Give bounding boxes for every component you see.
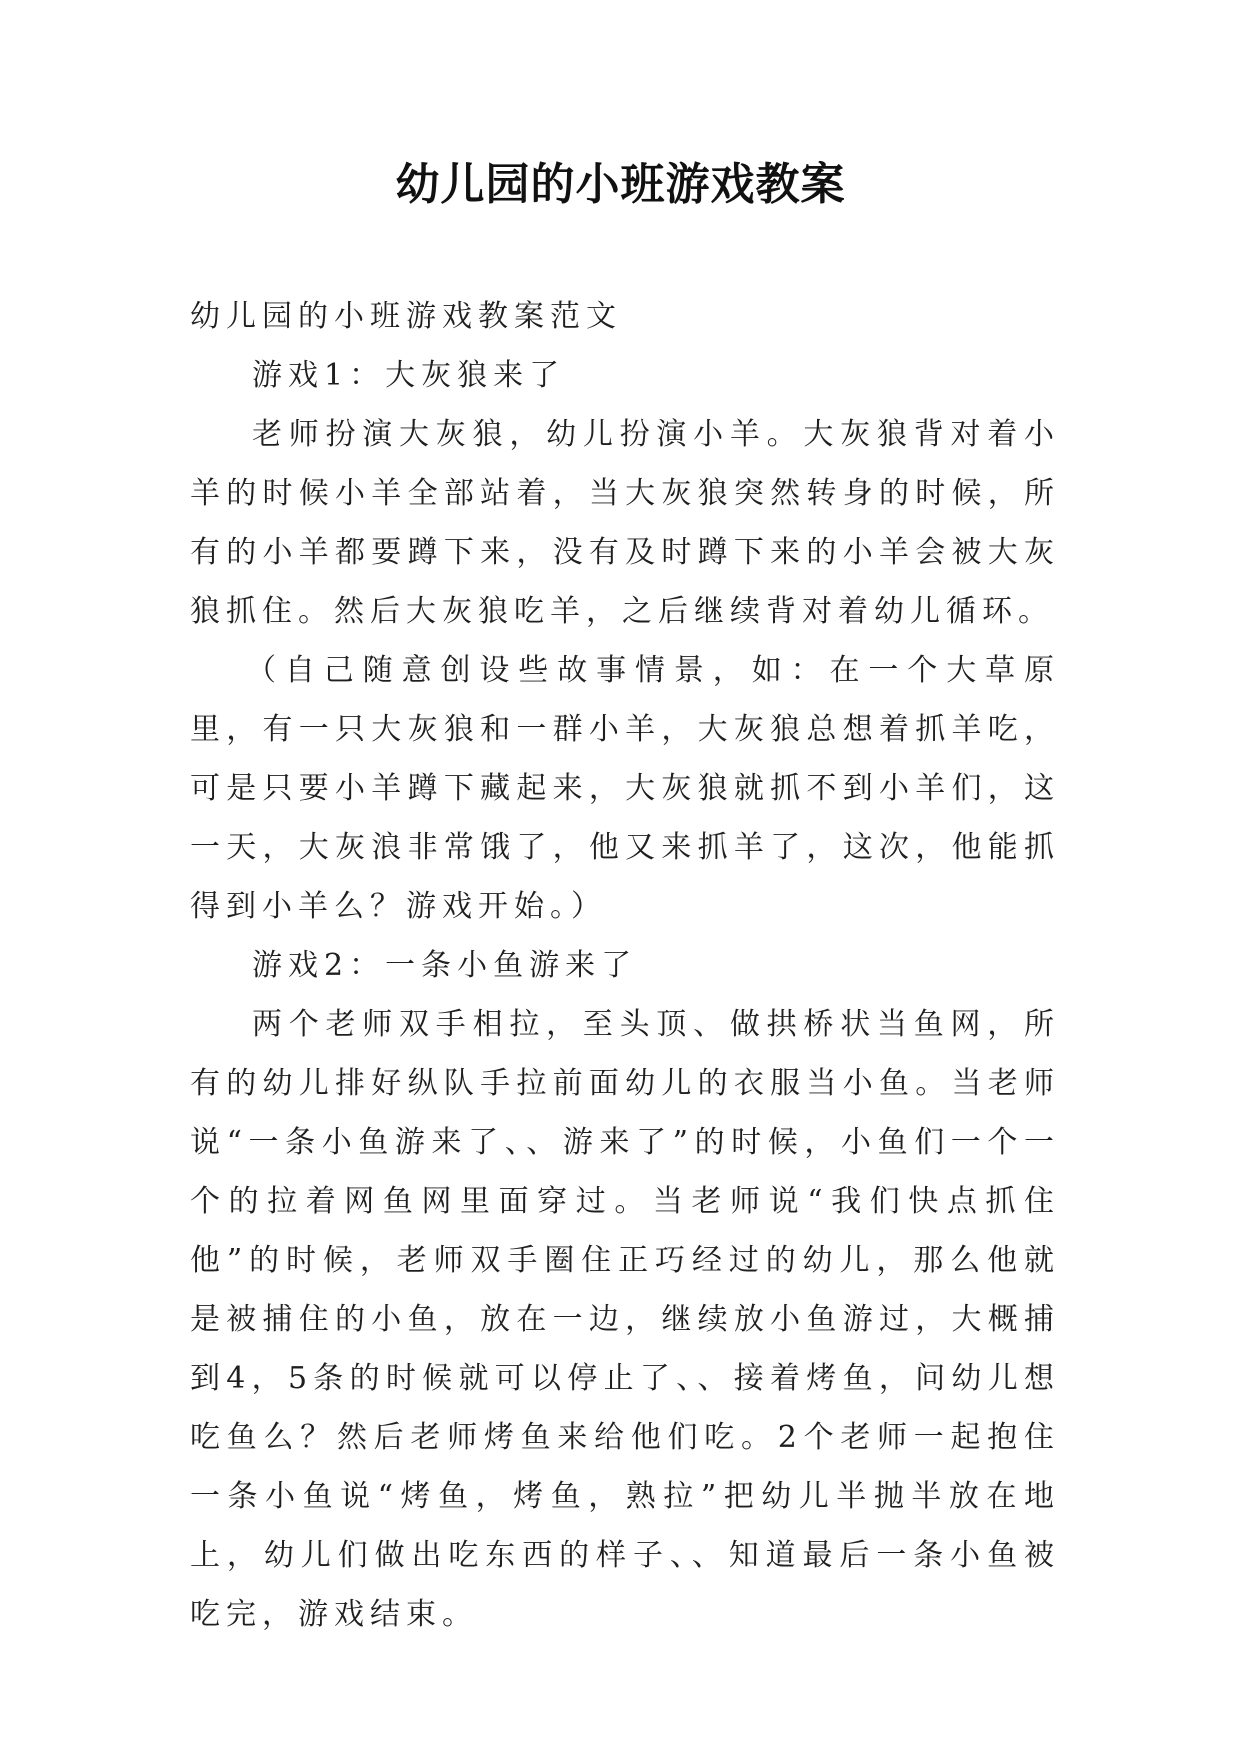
game-1-story-note: （自己随意创设些故事情景，如：在一个大草原里，有一只大灰狼和一群小羊，大灰狼总想着抓羊吃，可是只要小羊蹲下藏起来，大灰狼就抓不到小羊们，这一天，大灰浪非常饿了，他又来抓羊了，这次，他能抓得到小羊么？游戏开始。） bbox=[190, 653, 1060, 924]
game-1-heading: 游戏1：大灰狼来了 bbox=[252, 358, 566, 393]
game-2-heading: 游戏2：一条小鱼游来了 bbox=[252, 948, 638, 983]
subtitle-paragraph: 幼儿园的小班游戏教案范文 bbox=[190, 299, 622, 334]
document-body bbox=[190, 287, 1060, 1644]
document-title: 幼儿园的小班游戏教案 bbox=[395, 159, 846, 210]
game-1-description: 老师扮演大灰狼，幼儿扮演小羊。大灰狼背对着小羊的时候小羊全部站着，当大灰狼突然转身的时候，所有的小羊都要蹲下来，没有及时蹲下来的小羊会被大灰狼抓住。然后大灰狼吃羊，之后继续背对着幼儿循环。 bbox=[190, 417, 1060, 629]
game-2-description: 两个老师双手相拉，至头顶、做拱桥状当鱼网，所有的幼儿排好纵队手拉前面幼儿的衣服当小鱼。当老师说“一条小鱼游来了、、游来了”的时候，小鱼们一个一个的拉着网鱼网里面穿过。当老师说“我们快点抓住他”的时候，老师双手圈住正巧经过的幼儿，那么他就是被捕住的小鱼，放在一边，继续放小鱼游过，大概捕到4，5条的时候就可以停止了、、接着烤鱼，问幼儿想吃鱼么？然后老师烤鱼来给他们吃。2个老师一起抱住一条小鱼说“烤鱼，烤鱼，熟拉”把幼儿半抛半放在地上，幼儿们做出吃东西的样子、、知道最后一条小鱼被吃完，游戏结束。 bbox=[190, 1007, 1060, 1632]
